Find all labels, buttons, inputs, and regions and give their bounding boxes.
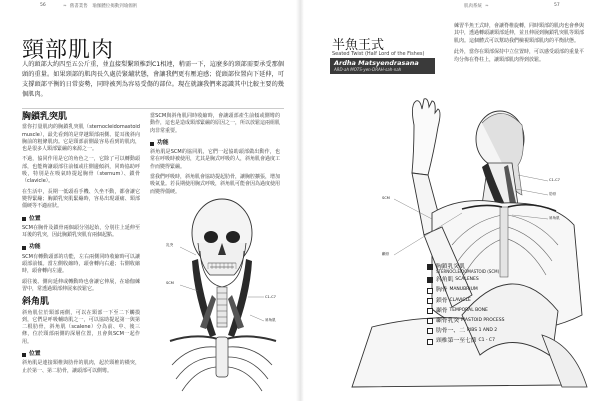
scm-function-body: SCM有轉動頭部的功能，左右兩側同時收縮時可以讓頭部前傾。當左側收縮時，頭會轉向右邊；右側收縮時，頭會轉向左邊。 (22, 253, 140, 275)
col2-function-body-2: 當我們呼吸時，斜角肌會協助提起肋骨，讓胸腔擴張，增加吸氣量。若長期使用胸式呼吸，斜角肌可能會因為過度使用而變得僵硬。 (150, 174, 281, 195)
left-column (22, 110, 140, 375)
left-page-right-column (150, 113, 280, 196)
left-page (0, 0, 296, 401)
chapter-title: 頸部肌肉 (22, 38, 115, 63)
legend-item: 胸骨 MANUBRIUM (427, 285, 547, 295)
figure-label: 斜角肌 (549, 216, 560, 220)
figure-label: 斜角肌 (265, 318, 276, 322)
col2-body: 當SCM與斜角肌同時收縮時，會讓頭部產生前傾或側彎的動作，這也是造成頸部緊繃的原因之一，所以放鬆這兩組肌肉非常重要。 (150, 113, 281, 134)
pose-title: 半魚王式 (332, 38, 385, 53)
ornament-icon: ❧ (485, 4, 489, 9)
col2-function-title: 功能 (150, 140, 280, 147)
swatch-icon (427, 308, 433, 314)
section-divider (22, 108, 284, 109)
right-page (304, 0, 600, 401)
col2-function-body: 斜角肌是SCM的協同肌，它們一起協助頭部做出動作，也常在呼吸時被使用，尤其是胸式呼吸的人，斜角肌會過度工作而變得緊繃。 (150, 149, 281, 170)
running-head-left: ❧ 舊書業售 瑜伽體位揭動到瑜伽術 (63, 4, 138, 9)
legend-item: 顳骨 TEMPORAL BONE (427, 306, 547, 316)
scm-function-title: 功能 (22, 244, 140, 251)
scm-body: 當你打量肌肉的胸鎖乳突肌（sternocleidomastoid muscle），最先看到的是穿越頸部兩側、從耳後斜向胸前的粗條肌肉。它是頸部前側最容易看到的肌肉，也是很多人頸部緊繃的來源之一。 (22, 124, 140, 153)
square-bullet-icon (22, 246, 26, 250)
swatch-icon (427, 328, 433, 334)
scm-function-body-2: 頭往後、側向延伸或轉動時也會讓它伸展，在瑜伽練習中，常透過頸部伸展來放鬆它。 (22, 278, 140, 292)
legend-item: 肋骨一、二 RIBS 1 AND 2 (427, 326, 547, 336)
muscle-legend (427, 262, 547, 347)
ornament-icon: ❧ (63, 4, 67, 9)
swatch-icon (427, 264, 433, 270)
pose-subtitle: Seated Twist (Half Lord of the Fishes) (332, 51, 425, 57)
pose-body-2: 此外，當你在頸部保持中立位置時，可以感受頭部的重量平均分佈在脊柱上，讓頸部肌肉得到放鬆。 (454, 49, 585, 63)
page-number-left: 56 (40, 3, 46, 8)
figure-label: 顳骨 (382, 252, 390, 256)
swatch-icon (427, 298, 433, 304)
sanskrit-banner (330, 58, 435, 74)
legend-item-en: STERNOCLEIDOMASTOID (SCM) (436, 269, 500, 275)
figure-label: SCM (382, 196, 390, 200)
square-bullet-icon (22, 217, 26, 221)
swatch-icon (427, 318, 433, 324)
intro-paragraph: 人的頭部大約四至五公斤重，並直接梨繫頸椎到C1相連，稍需一下，這麼多的頸部需要承受那個頭的重量。如果頸部的肌肉長久處於緊繃狀態，會讓我們更有壓迫感；從頭部位置向下延伸，可支撐頭部平衡的日常姿勢，同時被列為容易受傷的部位。現在就讓我們來認識其中比較主要的幾個肌肉。 (22, 61, 284, 98)
legend-item: 斜角肌 SCALENES (427, 275, 547, 285)
book-gutter (296, 0, 304, 401)
legend-item: 頸椎第一至七節 C1 - C7 (427, 336, 547, 346)
figure-label: 肋骨 (549, 192, 557, 196)
legend-item: 顳骨乳突 MASTOID PROCESS (427, 316, 547, 326)
figure-label: 乳突 (166, 243, 174, 247)
scm-position-body: SCM在胸骨及鎖骨兩個頭分別起始，分別往上延伸至耳後的乳突，因此胸鎖乳突肌有兩個起點。 (22, 224, 140, 239)
swatch-icon (427, 339, 433, 345)
scalene-position-body: 斜角肌是連接頸椎與肋骨的肌肉，起於頸椎的橫突，止於第一、第二肋骨，讓頭部可以側彎。 (22, 360, 140, 374)
running-head-right: 肌肉系統 ❧ (464, 4, 489, 9)
section-title-scm: 胸鎖乳突肌 (22, 112, 68, 122)
square-bullet-icon (150, 142, 154, 146)
scm-body-2: 不過，協同作用是它的角色之一，它除了可以轉動頭部，也能夠讓頭部往前傾或往側邊傾斜，同時協助呼吸，特別是在吸氣時提起胸骨（sternum）、鎖骨（clavicle）。 (22, 156, 140, 185)
scalene-body: 斜角肌位於頸部兩側，可以在頸部一下至二下觸摸到，它們是呼吸輔助肌之一，可以協助提起第一與第二根肋骨，斜角肌（scalene）分為前、中、後三條，位於頸部兩側的深層位置，且會與SCM一起作用。 (22, 309, 140, 345)
figure-label: C1-C7 (265, 295, 276, 299)
legend-item: 胸鎖乳突肌 (427, 262, 547, 272)
scalene-position-title: 位置 (22, 351, 140, 358)
pose-description (454, 23, 584, 64)
figure-label: C1-C7 (549, 178, 560, 182)
sanskrit-pronunciation: ARD-ah MOTS-yen-DRAH-sah-nah (334, 67, 402, 72)
figure-label: SCM (166, 281, 174, 285)
swatch-icon (427, 277, 433, 283)
scm-position-title: 位置 (22, 216, 140, 223)
page-number-right: 57 (554, 3, 560, 8)
square-bullet-icon (22, 353, 26, 357)
swatch-icon (427, 288, 433, 294)
pose-body: 練習半魚王式時，會讓脊椎旋轉，同時頸部的肌肉也會參與其中，透過轉頭讓頸部延伸，並且伸展到胸鎖乳突肌等頸部肌肉。這個體式可以幫助我們檢視頸部肌肉的平衡狀態。 (454, 23, 585, 44)
seated-twist-illustration (312, 95, 597, 395)
legend-item: 鎖骨 CLAVICLE (427, 296, 547, 306)
section-title-scalene: 斜角肌 (22, 297, 50, 308)
sanskrit-name: Ardha Matsyendrasana (334, 59, 419, 67)
scm-body-3: 在生活中，長期一低頭看手機、久坐不動，都會讓它變得緊繃；胸鎖乳突肌緊繃時，容易出現頭痛、頸部僵硬等不適症狀。 (22, 188, 140, 210)
